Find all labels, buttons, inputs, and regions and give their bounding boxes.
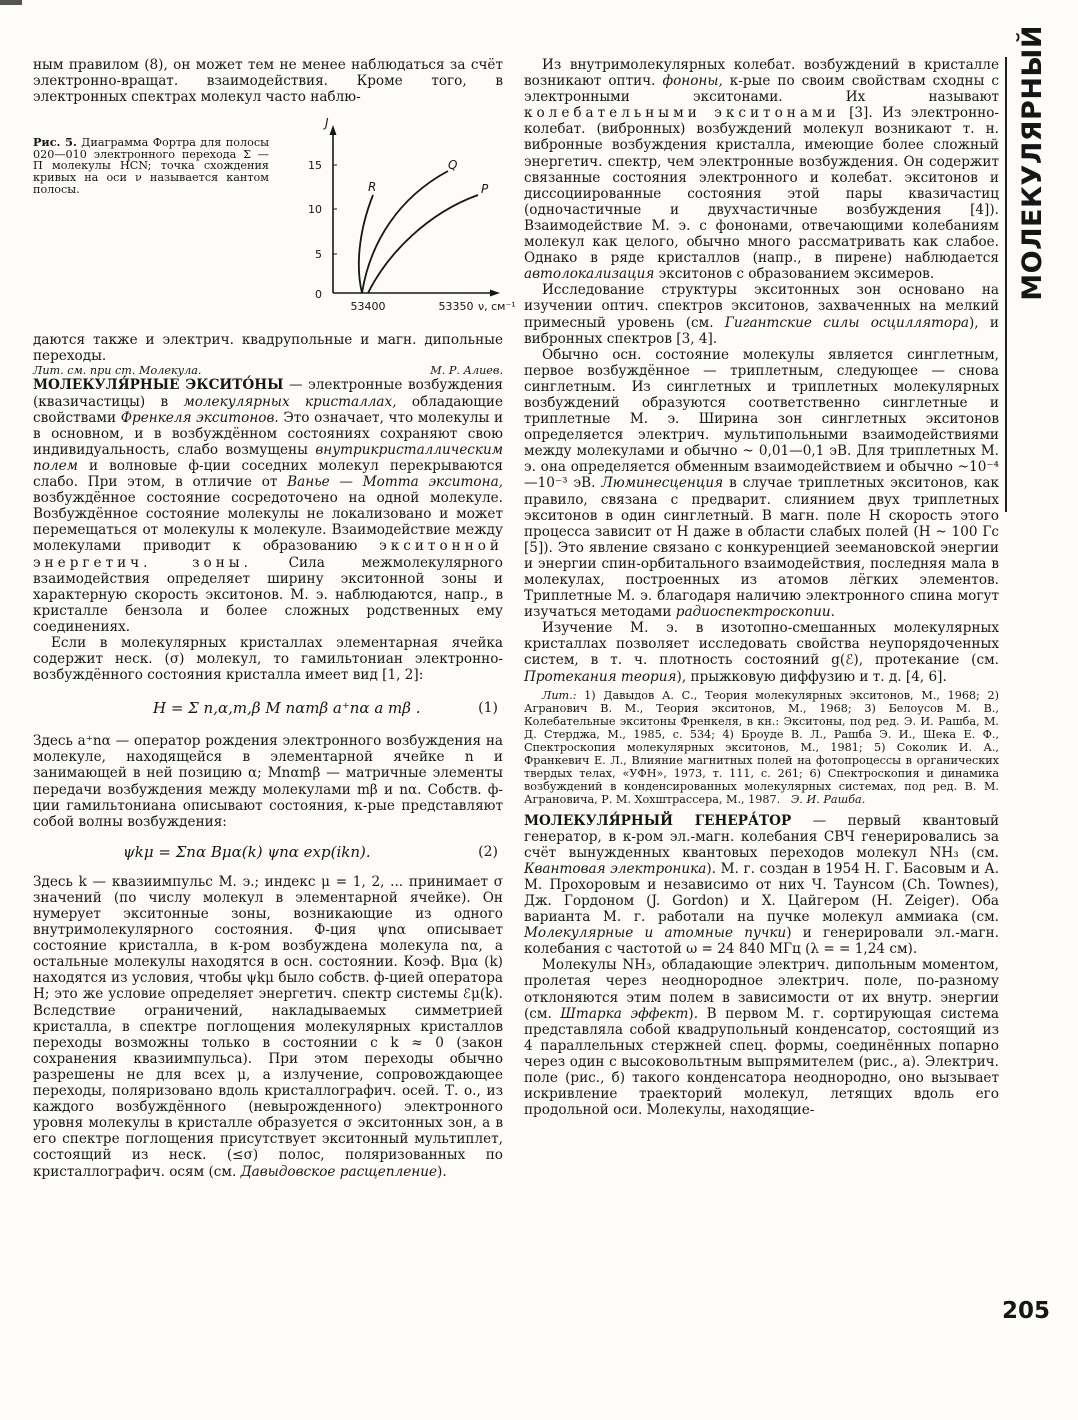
emphasized-term: колебательными экситонами [524,105,840,122]
cross-reference: фононы, [662,73,723,90]
left-column [33,57,516,1180]
x-axis-label: ν, см⁻¹ [478,300,516,314]
intro-paragraph: ным правилом (8), он может тем не менее наблюдаться за счёт электронно-вращат. взаимодействия. Кроме того, в электронных спектрах молекул часто наблю- [33,57,503,106]
text-run: Обычно осн. состояние молекулы является синглетным, первое возбуждённое — триплетным, следующее — снова синглетным. Из синглетных и триплетных молекулярных возбуждений образуются соответственно синглетные и триплетные М. э. Ширина зон синглетных экситонов определяется электрич. мультипольными взаимодействиями между молекулами и обычно ~ 0,01—0,1 эВ. Для триплетных М. э. она определяется обменным взаимодействием и обычно ~10⁻⁴—10⁻³ эВ. [524,346,999,492]
branch-label: P [481,182,489,197]
text-run: Молекулы NH₃, обладающие электрич. дипольным моментом, пролетая через неоднородное электрич. поле, по-разному отклоняются этим полем в зависимости от их внутр. энергии (см. [524,957,999,1022]
cross-reference: радиоспектроскопии. [675,604,835,621]
branch-r-curve [359,195,373,293]
ammonia-paragraph [524,957,999,1118]
references-text: 1) Давыдов А. С., Теория молекулярных экситонов, М., 1968; 2) Агранович В. М., Теория экситонов, М., 1968; 3) Белоусов М. В., Колебательные экситоны Френкеля, в кн.: Экситоны, под ред. Э. И. Рашба, М. Д. Стерджа, М., 1985, с. 534; 4) Броуде В. Л., Рашба Э. И., Шека Е. Ф., Спектроскопия молекулярных экситонов, М., 1981; 5) Соколик И. А., Франкевич Е. Л., Влияние магнитных полей на фотопроцессы в органических твердых телах, «УФН», 1973, т. 111, с. 261; 6) Спектроскопия и динамика возбуждений в конденсированных молекулярных системах, под ред. В. М. Аграновича, Р. М. Хохштрассера, М., 1987. [524,688,999,807]
excitons-heading: МОЛЕКУЛЯ́РНЫЕ ЭКСИТО́НЫ [33,377,284,394]
y-tick-label: 5 [315,248,322,262]
text-run: Это означает, что молекулы и в основном, и в возбуждённом состояниях сохраняют свою индивидуальность, слабо возмущены [33,409,504,458]
equation-2 [33,830,503,874]
text-run: обладающие свойствами [33,393,503,426]
equation-1-number: (1) [478,700,498,717]
running-head-text: МОЛЕКУЛЯРНЫЙ [1016,24,1048,301]
x-tick-label: 53400 [350,300,386,314]
quasimomentum-paragraph [33,874,503,1180]
text-run: и волновые ф-ции соседних молекул перекрываются слабо. При этом, в отличие от [33,457,503,491]
sidebar-rule [1005,57,1007,512]
excitons-paragraph [33,377,503,635]
cross-reference: Давыдовское расщепление [240,1163,438,1180]
cross-reference: внутрикристаллическим полем [33,441,503,474]
y-tick-label: 15 [308,159,322,173]
branch-label: Q [448,158,458,173]
text-run: — первый квантовый генератор, в к-ром эл.-магн. колебания СВЧ генерировались за счёт вынужденных квантовых переходов молекул NH₃ (см. [524,812,1000,861]
after-figure-paragraph: даются также и электрич. квадрупольные и магн. дипольные переходы. [33,332,503,365]
fortrat-diagram [278,113,516,323]
text-run: Изучение М. э. в изотопно-смешанных молекулярных кристаллах позволяет исследовать свойства неупорядоченных систем, в т. ч. плотность состояний g(ℰ), протекание (см. [524,620,999,669]
cross-reference: Штарка эффект [560,1005,689,1022]
equation-2-number: (2) [478,843,498,860]
singlet-triplet-paragraph [524,347,999,621]
text-run: Исследование структуры экситонных зон основано на изучении оптич. спектров экситонов, захваченных на мелкий примесный уровень (см. [524,282,999,331]
scan-corner-mark [0,0,22,5]
cross-reference: молекулярных кристаллах, [183,393,397,410]
text-run: [3]. Из электронно-колебат. (вибронных) возбуждений молекул возникают т. н. вибронные возбуждения кристалла, имеющие более сложный энергетич. спектр, чем электронные возбуждения. Он содержит связанные состояния электронного и колебат. экситонов и диссоциированные состояния этой пары квазичастиц (одночастичные и двухчастичные возбуждения [4]). Взаимодействие М. э. с фононами, отвечающими колебаниям молекул как целого, обычно много рассматривать как слабое. Однако в ряде кристаллов (напр., в пирене) наблюдается [524,105,1000,267]
x-tick-label: 53350 [438,300,474,314]
text-run: ) и генерировали эл.-магн. колебания с частотой ω = 24 840 МГц (λ = = 1,24 см). [524,925,999,958]
y-tick-label: 0 [315,288,322,302]
isotopic-paragraph [524,620,999,684]
text-run: Из внутримолекулярных колебат. возбуждений в кристалле возникают оптич. [524,57,999,90]
text-run: ), прыжковую диффузию и т. д. [4, 6]. [676,668,947,685]
text-run: ), и вибронных спектров [3, 4]. [524,314,999,347]
text-run: — электронные возбуждения (квазичастицы) в [33,377,503,410]
band-structure-paragraph [524,282,999,346]
text-run: в случае триплетных экситонов, как правило, связана с предварит. слиянием двух триплетных экситонов в один синглетный. В магн. поле H скорость этого процесса зависит от H даже в области слабых полей (H ~ 100 Гс [5]). Это явление связано с конкуренцией зеемановской энергии и энергии спин-орбитального взаимодействия, последняя мала в молекулах, построенных из атомов лёгких элементов. Триплетные М. э. благодаря наличию электронного спина могут изучаться методами [524,475,999,621]
branch-label: R [368,180,377,195]
equation-2-expression: ψkμ = Σnα Bμα(k) ψnα exp(ikn). [123,842,371,861]
operator-paragraph: Здесь a⁺nα — оператор рождения электронного возбуждения на молекуле, находящейся в элементарной ячейке n и занимающей в ней позицию α; Mnαmβ — матричные элементы передачи возбуждения между молекулами mβ и nα. Собств. ф-ции гамильтониана описывают состояния, к-рые представляют собой волны возбуждения: [33,733,503,830]
cross-reference: Ванье — Мотта экситона, [287,474,503,491]
generator-heading: МОЛЕКУЛЯ́РНЫЙ ГЕНЕРА́ТОР [524,812,792,829]
equation-1-expression: H = Σ n,α,m,β M nαmβ a⁺nα a mβ . [153,699,421,718]
y-tick-label: 10 [308,203,322,217]
fortrat-figure [33,113,516,328]
text-run: Сила межмолекулярного взаимодействия определяет ширину экситонной зоны и характерную скорость экситонов. М. э. наблюдаются, напр., в кристалле бензола и более сложных родственных ему соединениях. [33,554,503,635]
hamiltonian-intro: Если в молекулярных кристаллах элементарная ячейка содержит неск. (σ) молекул, то гамильтониан электронно-возбуждённого состояния кристалла имеет вид [1, 2]: [33,634,503,684]
cross-reference: Молекулярные и атомные пучки [524,925,787,942]
literature-note [33,364,503,377]
figure-caption [33,137,269,195]
cross-reference: Квантовая электроника [524,860,707,877]
text-run: экситонов с образованием эксимеров. [654,266,935,283]
literature-author: М. Р. Алиев. [430,364,503,378]
text-run: Здесь k — квазиимпульс М. э.; индекс μ = 1, 2, ... принимает σ значений (по числу молекул в элементарной ячейке). Он нумерует экситонные зоны, возникающие из одного внутримолекулярного состояния. Ф-ция ψnα описывает состояние кристалла, в к-ром возбуждена молекула nα, а остальные молекулы находятся в осн. состоянии. Коэф. Bμα (k) находятся из условия, чтобы ψkμ было собств. ф-цией оператора H; это же условие определяет энергетич. спектр системы ℰμ(k). Вследствие ограничений, накладываемых симметрией кристалла, в спектре поглощения молекулярных кристаллов переходы возможны только в состоянии с k ≈ 0 (закон сохранения квазиимпульса). При этом переходы обычно разрешены не для всех μ, а излучение, сопровождающее переходы, поляризовано вдоль кристаллографич. осей. Т. о., из каждого возбуждённого (невырожденного) электронного уровня молекулы в кристалле образуется σ экситонных зон, а в его спектре поглощения присутствует экситонный мультиплет, состоящий из неск. (≤σ) полос, поляризованных по кристаллографич. осям (см. [33,873,503,1180]
references-block [524,689,999,807]
cross-reference: Гигантские силы осциллятора [724,314,969,331]
y-axis-label: J [325,116,329,131]
references-label: Лит.: [542,688,577,702]
cross-reference: автолокализация [524,266,655,283]
branch-p-curve [368,195,478,293]
generator-paragraph [524,813,999,958]
page-number: 205 [1002,1298,1051,1324]
cross-reference: Протекания теория [524,668,677,685]
text-run: возбуждённое состояние сосредоточено на одной молекуле. Возбуждённое состояние молекулы не локализовано и может перемещаться от молекулы к молекуле. Взаимодействие между молекулами приводит к образованию [33,490,503,555]
figure-caption-text: Диаграмма Фортра для полосы 020—010 электронного перехода Σ — П молекулы HCN; точка схождения кривых на оси ν называется кантом полосы. [33,136,269,196]
running-head [1013,24,1051,301]
cross-reference: Френкеля экситонов. [120,409,279,426]
text-run: ). М. г. создан в 1954 Н. Г. Басовым и А. М. Прохоровым и независимо от них Ч. Таунсом (Ch. Townes), Дж. Гордоном (J. Gordon) и Х. Цайгером (H. Zeiger). Оба варианта М. г. работали на пучке молекул аммиака (см. [524,860,1000,926]
references-author: Э. И. Рашба. [790,793,866,807]
text-run: к-рые по своим свойствам сходны с электронными экситонами. Их называют [524,73,999,106]
equation-1 [33,683,503,733]
figure-caption-label: Рис. 5. [33,135,77,150]
emphasized-term: экситонной энергетич. зоны. [33,538,503,571]
right-column [524,57,999,1118]
phonons-paragraph [524,57,999,282]
literature-text: Лит. см. при ст. Молекула. [33,364,202,378]
text-run: ). В первом М. г. сортирующая система представляла собой квадрупольный конденсатор, состоящий из 4 параллельных стержней спец. формы, соединённых попарно через один с высоковольтным выпрямителем (рис., а). Электрич. поле (рис., б) такого конденсатора неоднородно, оно вызывает искривление траекторий молекул, летящих вдоль его продольной оси. Молекулы, находящие- [524,1005,999,1119]
text-run: ). [437,1163,447,1180]
cross-reference: Люминесценция [601,475,724,492]
